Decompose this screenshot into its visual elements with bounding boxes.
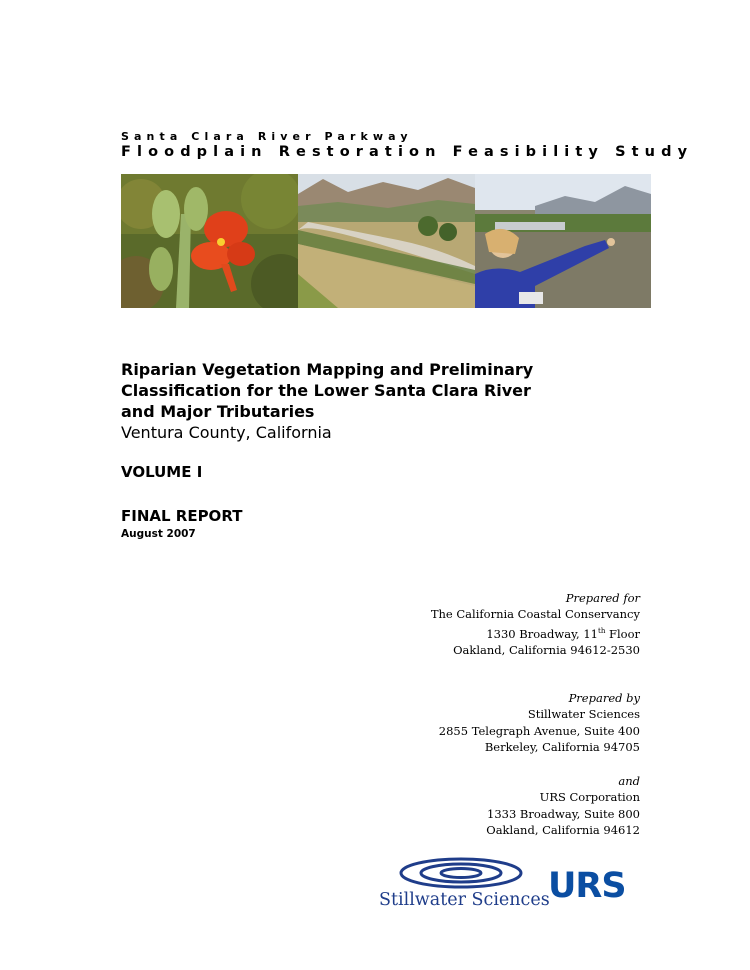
red-flower-photo [121,174,298,308]
stillwater-logo [376,857,550,915]
report-subtitle: Ventura County, California [121,423,332,442]
and-org: URS Corporation [539,790,640,805]
report-date: August 2007 [121,528,196,540]
prepared-for-address2: Oakland, California 94612-2530 [453,642,640,657]
report-title: Riparian Vegetation Mapping and Preliminary Classification for the Lower Santa Clara River and Major Tributaries [121,360,534,421]
and-address1: 1333 Broadway, Suite 800 [487,806,640,821]
series-title: Santa Clara River Parkway [121,130,413,143]
prepared-by-org: Stillwater Sciences [527,707,640,722]
river-valley-photo [298,174,475,308]
volume-label: VOLUME I [121,463,203,481]
prepared-by-address1: 2855 Telegraph Avenue, Suite 400 [438,723,640,738]
and-label: and [618,774,640,788]
study-title: Floodplain Restoration Feasibility Study [121,144,694,160]
prepared-for-label: Prepared for [565,591,640,605]
report-status: FINAL REPORT [121,507,243,525]
ripple-icon [376,857,546,889]
prepared-for-block [431,590,640,658]
prepared-by-block [439,690,640,755]
stillwater-logo-text: Stillwater Sciences [379,890,550,910]
field-survey-photo [475,174,651,308]
prepared-for-org: The California Coastal Conservancy [430,607,640,622]
prepared-by-address2: Berkeley, California 94705 [484,739,640,754]
report-title-block [121,359,541,443]
and-address2: Oakland, California 94612 [486,822,640,837]
urs-logo: URS [548,866,626,906]
prepared-by-label: Prepared by [568,691,640,705]
and-block [486,773,640,838]
prepared-for-address1: 1330 Broadway, 11th Floor [486,626,640,641]
cover-photo-strip [121,174,651,308]
